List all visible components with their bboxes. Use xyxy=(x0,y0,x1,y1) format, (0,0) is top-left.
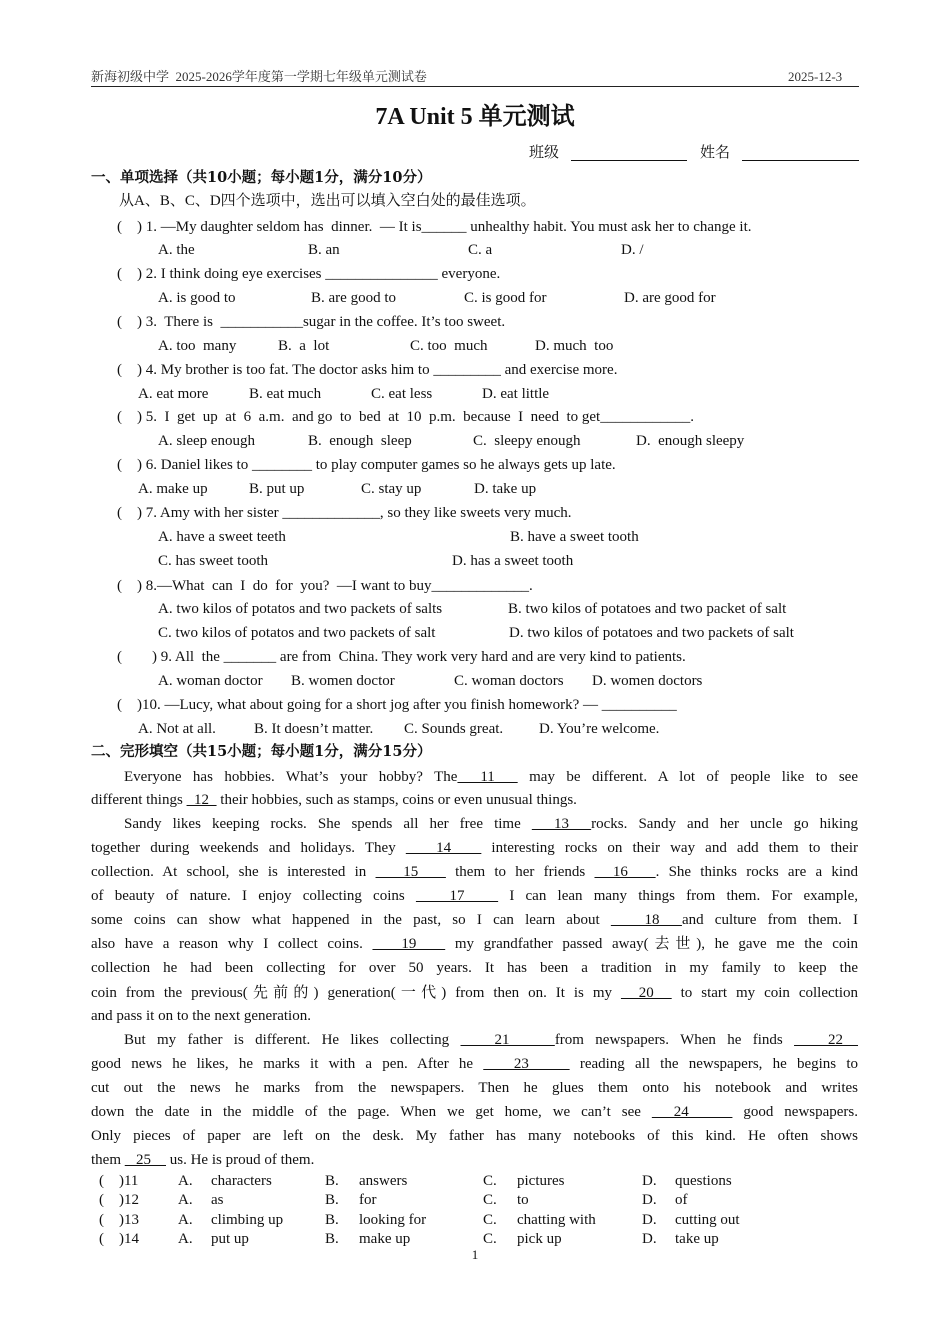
cloze-blank[interactable]: 20 xyxy=(620,985,672,1001)
question-stem: ( ) 6. Daniel likes to ________ to play computer games so he always gets up late. xyxy=(117,457,616,473)
header-school-info: 新海初级中学 2025-2026学年度第一学期七年级单元测试卷 xyxy=(91,69,427,84)
option-a[interactable]: A. Not at all. xyxy=(138,721,216,737)
option-b[interactable]: B. eat much xyxy=(249,386,322,402)
option-d[interactable]: D. women doctors xyxy=(592,673,703,689)
option-c[interactable]: C. is good for xyxy=(464,290,547,306)
option-b[interactable]: B. women doctor xyxy=(291,673,395,689)
class-field[interactable] xyxy=(571,143,687,161)
choice-option-d[interactable]: questions xyxy=(675,1173,732,1189)
option-c[interactable]: C. woman doctors xyxy=(454,673,564,689)
passage-line xyxy=(91,886,858,906)
question-stem: ( ) 7. Amy with her sister _____________, so they like sweets very much. xyxy=(117,505,572,521)
choice-option-b[interactable]: make up xyxy=(359,1231,411,1247)
passage-text: . She thinks rocks are a kind xyxy=(655,864,859,880)
passage-text: my grandfather passed away(去世), he gave me the coin xyxy=(445,936,859,952)
choice-option-b[interactable]: looking for xyxy=(359,1212,427,1228)
choice-letter-a: A. xyxy=(178,1212,193,1228)
passage-text: interesting rocks on their way and add them to their xyxy=(481,840,859,856)
option-d[interactable]: D. take up xyxy=(474,481,537,497)
option-d[interactable]: D. enough sleepy xyxy=(636,433,745,449)
choice-number: ( )12 xyxy=(99,1192,139,1208)
section1-heading: 一、单项选择（共10小题；每小题1分，满分10分） xyxy=(91,169,432,186)
cloze-blank[interactable]: 12 xyxy=(186,792,217,808)
option-a[interactable]: A. make up xyxy=(138,481,208,497)
option-a[interactable]: A. too many xyxy=(158,338,237,354)
option-b[interactable]: B. an xyxy=(308,242,340,258)
cloze-blank[interactable]: 15 xyxy=(375,864,446,880)
passage-line xyxy=(91,934,858,954)
passage-text: us. He is proud of them. xyxy=(166,1152,315,1168)
choice-letter-c: C. xyxy=(483,1231,497,1247)
choice-letter-c: C. xyxy=(483,1212,497,1228)
question-stem: ( )10. —Lucy, what about going for a short jog after you finish homework? — __________ xyxy=(117,697,677,713)
option-d[interactable]: D. You’re welcome. xyxy=(539,721,660,737)
passage-text: I can lean many things from them. For example, xyxy=(498,888,859,904)
choice-letter-b: B. xyxy=(325,1173,339,1189)
choice-number: ( )11 xyxy=(99,1173,139,1189)
choice-letter-a: A. xyxy=(178,1231,193,1247)
cloze-blank[interactable]: 25 xyxy=(124,1152,166,1168)
choice-option-a[interactable]: put up xyxy=(211,1231,249,1247)
passage-text: to start my coin collection xyxy=(671,985,858,1001)
passage-text: Sandy likes keeping rocks. She spends all her free time xyxy=(124,816,532,832)
passage-text: rocks. Sandy and her uncle go hiking xyxy=(591,816,858,832)
cloze-blank[interactable]: 22 xyxy=(794,1032,859,1048)
option-b[interactable]: B. are good to xyxy=(311,290,396,306)
passage-text: them xyxy=(91,1152,125,1168)
choice-letter-c: C. xyxy=(483,1173,497,1189)
choice-letter-b: B. xyxy=(325,1192,339,1208)
choice-option-a[interactable]: characters xyxy=(211,1173,272,1189)
option-a[interactable]: A. two kilos of potatos and two packets of salts xyxy=(158,601,443,617)
passage-text: But my father is different. He likes collecting xyxy=(124,1032,461,1048)
section1-instruction: 从A、B、C、D四个选项中，选出可以填入空白处的最佳选项。 xyxy=(119,193,536,209)
question-stem: ( ) 1. —My daughter seldom has dinner. — It is______ unhealthy habit. You must ask her to change it. xyxy=(117,219,752,235)
choice-letter-a: A. xyxy=(178,1192,193,1208)
choice-option-b[interactable]: answers xyxy=(359,1173,408,1189)
choice-option-d[interactable]: of xyxy=(675,1192,688,1208)
cloze-blank[interactable]: 23 xyxy=(483,1056,570,1072)
passage-text: Only pieces of paper are left on the desk. My father has many notebooks of this kind. He often shows xyxy=(91,1128,858,1144)
choice-option-c[interactable]: pictures xyxy=(517,1173,565,1189)
choice-option-c[interactable]: pick up xyxy=(517,1231,562,1247)
passage-text: also have a reason why I collect coins. xyxy=(91,936,373,952)
header-rule xyxy=(91,86,859,87)
passage-line xyxy=(91,910,858,930)
page-number: 1 xyxy=(471,1247,479,1262)
passage-text: together during weekends and holidays. They xyxy=(91,840,406,856)
passage-text: and pass it on to the next generation. xyxy=(91,1008,311,1024)
passage-line xyxy=(91,790,858,810)
option-b[interactable]: B. have a sweet tooth xyxy=(510,529,639,545)
cloze-blank[interactable]: 13 xyxy=(531,816,592,832)
passage-line xyxy=(91,862,858,882)
name-label: 姓名 xyxy=(700,145,731,161)
option-a[interactable]: A. is good to xyxy=(158,290,236,306)
section2-heading: 二、完形填空（共15小题；每小题1分，满分15分） xyxy=(91,743,432,760)
header-date: 2025-12-3 xyxy=(788,69,843,84)
passage-line xyxy=(91,983,858,1003)
option-d[interactable]: D. much too xyxy=(535,338,614,354)
option-d[interactable]: D. two kilos of potatoes and two packets of salt xyxy=(509,625,794,641)
choice-letter-c: C. xyxy=(483,1192,497,1208)
choice-letter-d: D. xyxy=(642,1192,657,1208)
choice-letter-b: B. xyxy=(325,1231,339,1247)
choice-letter-d: D. xyxy=(642,1173,657,1189)
choice-letter-d: D. xyxy=(642,1212,657,1228)
option-c[interactable]: C. sleepy enough xyxy=(473,433,581,449)
passage-line xyxy=(124,814,858,834)
page-title: 7A Unit 5 单元测试 xyxy=(375,104,575,130)
cloze-blank[interactable]: 14 xyxy=(405,840,482,856)
choice-letter-b: B. xyxy=(325,1212,339,1228)
choice-option-a[interactable]: as xyxy=(211,1192,224,1208)
passage-text: them to her friends xyxy=(445,864,595,880)
cloze-blank[interactable]: 11 xyxy=(457,769,518,785)
option-c[interactable]: C. stay up xyxy=(361,481,422,497)
question-stem: ( ) 2. I think doing eye exercises _______________ everyone. xyxy=(117,266,501,282)
passage-line xyxy=(91,958,858,978)
passage-text: and culture from them. I xyxy=(681,912,859,928)
passage-text: may be different. A lot of people like to see xyxy=(517,769,858,785)
option-c[interactable]: C. eat less xyxy=(371,386,433,402)
passage-text: of beauty of nature. I enjoy collecting coins xyxy=(91,888,416,904)
passage-line xyxy=(91,1150,858,1170)
passage-line xyxy=(91,1102,858,1122)
cloze-blank[interactable]: 19 xyxy=(372,936,446,952)
passage-line xyxy=(91,838,858,858)
passage-line xyxy=(91,1126,858,1146)
question-stem: ( ) 5. I get up at 6 a.m. and go to bed at 10 p.m. because I need to get____________. xyxy=(117,409,694,425)
option-a[interactable]: A. woman doctor xyxy=(158,673,263,689)
choice-number: ( )14 xyxy=(99,1231,139,1247)
passage-line xyxy=(124,1030,858,1050)
cloze-blank[interactable]: 18 xyxy=(610,912,682,928)
cloze-blank[interactable]: 17 xyxy=(415,888,499,904)
passage-line xyxy=(91,1078,858,1098)
passage-text: good news he likes, he marks it with a pen. After he xyxy=(91,1056,484,1072)
passage-line xyxy=(124,767,858,787)
name-field[interactable] xyxy=(742,143,859,161)
option-d[interactable]: D. eat little xyxy=(482,386,550,402)
option-d[interactable]: D. has a sweet tooth xyxy=(452,553,574,569)
option-c[interactable]: C. a xyxy=(468,242,493,258)
option-b[interactable]: B. two kilos of potatoes and two packet of salt xyxy=(508,601,787,617)
option-b[interactable]: B. enough sleep xyxy=(308,433,412,449)
choice-option-c[interactable]: to xyxy=(517,1192,529,1208)
cloze-blank[interactable]: 24 xyxy=(651,1104,733,1120)
choice-option-d[interactable]: cutting out xyxy=(675,1212,740,1228)
passage-text: coin from the previous(先前的) generation(一代) from then on. It is my xyxy=(91,985,621,1001)
passage-text: reading all the newspapers, he begins to xyxy=(569,1056,858,1072)
passage-text: some coins can show what happened in the past, so I can learn about xyxy=(91,912,611,928)
choice-number: ( )13 xyxy=(99,1212,139,1228)
option-c[interactable]: C. too much xyxy=(410,338,488,354)
passage-text: Everyone has hobbies. What’s your hobby? The xyxy=(124,769,458,785)
passage-text: their hobbies, such as stamps, coins or even unusual things. xyxy=(216,792,577,808)
choice-letter-d: D. xyxy=(642,1231,657,1247)
choice-option-c[interactable]: chatting with xyxy=(517,1212,596,1228)
passage-text: down the date in the middle of the page. When we get home, we can’t see xyxy=(91,1104,652,1120)
option-c[interactable]: C. two kilos of potatos and two packets of salt xyxy=(158,625,436,641)
question-stem: ( ) 8.—What can I do for you? —I want to buy_____________. xyxy=(117,578,533,594)
option-a[interactable]: A. the xyxy=(158,242,195,258)
passage-text: collection. At school, she is interested in xyxy=(91,864,376,880)
passage-text: good newspapers. xyxy=(732,1104,859,1120)
choice-option-b[interactable]: for xyxy=(359,1192,377,1208)
option-b[interactable]: B. a lot xyxy=(278,338,330,354)
class-label: 班级 xyxy=(529,145,560,161)
choice-option-a[interactable]: climbing up xyxy=(211,1212,284,1228)
question-stem: ( ) 3. There is ___________sugar in the coffee. It’s too sweet. xyxy=(117,314,506,330)
option-b[interactable]: B. It doesn’t matter. xyxy=(254,721,374,737)
option-c[interactable]: C. Sounds great. xyxy=(404,721,504,737)
option-c[interactable]: C. has sweet tooth xyxy=(158,553,268,569)
passage-text: collection he had been collecting for over 50 years. It has been a tradition in my family to keep the xyxy=(91,960,858,976)
cloze-blank[interactable]: 16 xyxy=(594,864,656,880)
option-a[interactable]: A. sleep enough xyxy=(158,433,256,449)
passage-text: different things xyxy=(91,792,187,808)
passage-text: from newspapers. When he finds xyxy=(554,1032,795,1048)
option-d[interactable]: D. / xyxy=(621,242,644,258)
option-b[interactable]: B. put up xyxy=(249,481,305,497)
passage-line xyxy=(91,1006,858,1026)
cloze-blank[interactable]: 21 xyxy=(460,1032,555,1048)
choice-letter-a: A. xyxy=(178,1173,193,1189)
option-a[interactable]: A. eat more xyxy=(138,386,209,402)
question-stem: ( ) 9. All the _______ are from China. They work very hard and are very kind to patients. xyxy=(117,649,686,665)
option-d[interactable]: D. are good for xyxy=(624,290,716,306)
question-stem: ( ) 4. My brother is too fat. The doctor asks him to _________ and exercise more. xyxy=(117,362,618,378)
choice-option-d[interactable]: take up xyxy=(675,1231,719,1247)
option-a[interactable]: A. have a sweet teeth xyxy=(158,529,286,545)
passage-text: cut out the news he marks from the newspapers. Then he glues them onto his notebook and writes xyxy=(91,1080,858,1096)
passage-line xyxy=(91,1054,858,1074)
